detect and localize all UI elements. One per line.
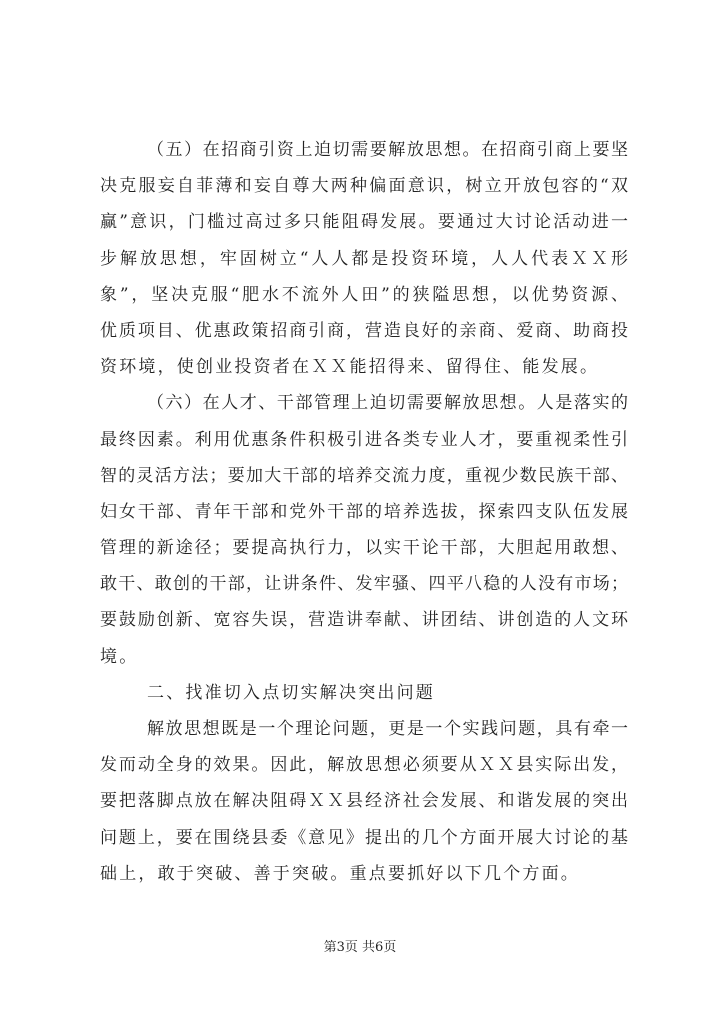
text-line: 要把落脚点放在解决阻碍ＸＸ县经济社会发展、和谐发展的突出 [100,791,628,812]
text-line: 要鼓励创新、宽容失误，营造讲奉献、讲团结、讲创造的人文环 [100,610,628,631]
text-line: 优质项目、优惠政策招商引商，营造良好的亲商、爱商、助商投 [100,320,628,341]
text-line: 决克服妄自菲薄和妄自尊大两种偏面意识，树立开放包容的“双 [100,176,628,197]
text-line: 象”，坚决克服“肥水不流外人田”的狭隘思想，以优势资源、 [100,284,628,305]
text-line: 资环境，使创业投资者在ＸＸ能招得来、留得住、能发展。 [100,357,600,378]
text-line: 础上，敢于突破、善于突破。重点要抓好以下几个方面。 [100,863,580,884]
text-line: 解放思想既是一个理论问题，更是一个实践问题，具有牵一 [147,719,628,739]
text-line: 管理的新途径；要提高执行力，以实干论干部，大胆起用敢想、 [100,538,628,559]
text-line: 智的灵活方法；要加大干部的培养交流力度，重视少数民族干部、 [100,465,628,486]
text-line: 赢”意识，门槛过高过多只能阻碍发展。要通过大讨论活动进一 [100,212,628,233]
text-line: 问题上，要在围绕县委《意见》提出的几个方面开展大讨论的基 [100,827,628,848]
text-line: 最终因素。利用优惠条件积极引进各类专业人才，要重视柔性引 [100,429,628,450]
text-line: 步解放思想，牢固树立“人人都是投资环境，人人代表ＸＸ形 [100,248,628,269]
text-line: 妇女干部、青年干部和党外干部的培养选拔，探索四支队伍发展 [100,501,628,522]
text-line: 发而动全身的效果。因此，解放思想必须要从ＸＸ县实际出发， [100,755,628,776]
text-line: 境。 [100,646,139,667]
text-line: （五）在招商引资上迫切需要解放思想。在招商引商上要坚 [147,140,628,160]
text-line: （六）在人才、干部管理上迫切需要解放思想。人是落实的 [147,393,628,414]
text-line: 敢干、敢创的干部，让讲条件、发牢骚、四平八稳的人没有市场； [100,574,628,595]
document-body [100,136,628,896]
text-line: 二、找准切入点切实解决突出问题 [147,682,435,703]
page-footer: 第3页 共6页 [323,940,397,955]
